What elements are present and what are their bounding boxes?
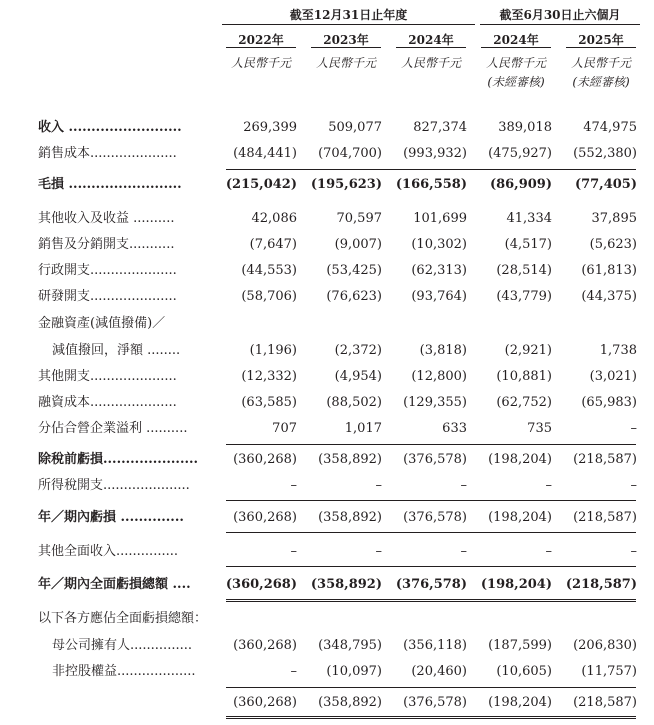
cell: (1,196) — [249, 343, 297, 358]
cell: 41,334 — [506, 211, 552, 226]
col-3-note: (未經審核) — [487, 75, 545, 89]
cell: – — [290, 664, 297, 679]
cell: (10,605) — [496, 664, 552, 679]
cell: (10,097) — [326, 664, 382, 679]
cell: (77,405) — [574, 177, 637, 192]
double-rule — [226, 716, 636, 719]
col-2-year: 2024年 — [408, 33, 454, 47]
row-label: 其他收入及收益 .......... — [38, 211, 175, 226]
cell: – — [290, 544, 297, 559]
cell: (3,021) — [589, 369, 637, 384]
cell: 633 — [442, 421, 467, 436]
cell: 389,018 — [498, 120, 552, 135]
row-label: 其他開支..................... — [38, 369, 177, 384]
cell: – — [290, 478, 297, 493]
cell: (20,460) — [411, 664, 467, 679]
cell: (44,375) — [581, 289, 637, 304]
row-gross-loss — [0, 174, 654, 196]
cell: – — [460, 544, 467, 559]
annual-group-rule — [222, 24, 475, 25]
cell: 707 — [272, 421, 297, 436]
cell: (10,881) — [496, 369, 552, 384]
cell: (58,706) — [241, 289, 297, 304]
row-label: 減值撥回，淨額 ........ — [52, 343, 181, 358]
cell: (4,954) — [334, 369, 382, 384]
col-3-rule — [481, 47, 551, 48]
cell: (10,302) — [411, 237, 467, 252]
cell: (65,983) — [581, 395, 637, 410]
cell: (3,818) — [419, 343, 467, 358]
row-income-tax — [0, 475, 654, 497]
rule — [226, 444, 636, 445]
cell: (12,332) — [241, 369, 297, 384]
cell: – — [460, 478, 467, 493]
cell: (63,585) — [241, 395, 297, 410]
row-non-controlling — [0, 661, 654, 683]
cell: (4,517) — [504, 237, 552, 252]
cell: (552,380) — [573, 146, 637, 161]
cell: (358,892) — [318, 452, 382, 467]
col-4-note: (未經審核) — [572, 75, 630, 89]
cell: (43,779) — [496, 289, 552, 304]
cell: (195,623) — [310, 177, 382, 192]
row-label: 除稅前虧損..................... — [38, 452, 199, 467]
col-0-rule — [226, 47, 296, 48]
row-label: 毛損 ......................... — [38, 177, 182, 192]
col-1-year: 2023年 — [323, 33, 369, 47]
col-4-unit: 人民幣千元 — [570, 56, 631, 70]
cell: – — [375, 544, 382, 559]
cell: (218,587) — [573, 695, 637, 710]
cell: (360,268) — [233, 510, 297, 525]
cell: (2,372) — [334, 343, 382, 358]
cell: (360,268) — [233, 695, 297, 710]
cell: (5,623) — [589, 237, 637, 252]
col-3-year: 2024年 — [493, 33, 539, 47]
row-selling-expenses — [0, 234, 654, 256]
cell: (218,587) — [573, 510, 637, 525]
cell: – — [630, 544, 637, 559]
row-label: 金融資產(減值撥備)／ — [38, 316, 166, 331]
row-cost-of-sales — [0, 143, 654, 165]
cell: (218,587) — [573, 452, 637, 467]
row-attributable-heading — [0, 608, 654, 630]
rule — [226, 687, 636, 688]
cell: (376,578) — [403, 695, 467, 710]
cell: (348,795) — [318, 638, 382, 653]
cell: (12,800) — [411, 369, 467, 384]
cell: 735 — [527, 421, 552, 436]
row-impairment — [0, 340, 654, 362]
cell: (198,204) — [488, 510, 552, 525]
row-share-of-jv — [0, 418, 654, 440]
cell: (215,042) — [225, 177, 297, 192]
cell: (358,892) — [310, 577, 382, 592]
row-label: 年／期內虧損 .............. — [38, 510, 184, 525]
cell: (166,558) — [395, 177, 467, 192]
rule — [226, 500, 636, 501]
cell: – — [630, 478, 637, 493]
col-0-year: 2022年 — [238, 33, 284, 47]
row-label: 母公司擁有人............... — [52, 638, 192, 653]
cell: 1,738 — [599, 343, 637, 358]
cell: (218,587) — [565, 577, 637, 592]
cell: 509,077 — [328, 120, 382, 135]
cell: (704,700) — [318, 146, 382, 161]
cell: (360,268) — [225, 577, 297, 592]
cell: (198,204) — [488, 452, 552, 467]
col-2-unit: 人民幣千元 — [400, 56, 461, 70]
col-1-rule — [311, 47, 381, 48]
cell: (86,909) — [489, 177, 552, 192]
interim-group-header: 截至6月30日止六個月 — [499, 8, 621, 22]
row-total-comprehensive-loss — [0, 574, 654, 596]
row-other-comprehensive-income — [0, 541, 654, 563]
cell: (7,647) — [249, 237, 297, 252]
row-attributable-total — [0, 692, 654, 714]
cell: (129,355) — [403, 395, 467, 410]
cell: (44,553) — [241, 263, 297, 278]
col-3-unit: 人民幣千元 — [485, 56, 546, 70]
cell: (187,599) — [488, 638, 552, 653]
cell: (76,623) — [326, 289, 382, 304]
cell: (28,514) — [496, 263, 552, 278]
col-2-rule — [396, 47, 466, 48]
row-finance-costs — [0, 392, 654, 414]
cell: (360,268) — [233, 452, 297, 467]
annual-group-header: 截至12月31日止年度 — [289, 8, 408, 22]
row-other-income — [0, 208, 654, 230]
cell: (360,268) — [233, 638, 297, 653]
cell: (376,578) — [403, 452, 467, 467]
cell: (358,892) — [318, 510, 382, 525]
row-label: 融資成本..................... — [38, 395, 177, 410]
cell: (475,927) — [488, 146, 552, 161]
cell: 474,975 — [583, 120, 637, 135]
row-label: 年／期內全面虧損總額 .... — [38, 577, 191, 592]
cell: 37,895 — [591, 211, 637, 226]
cell: (356,118) — [403, 638, 467, 653]
row-revenue — [0, 117, 654, 139]
row-owners-of-parent — [0, 635, 654, 657]
row-label: 分佔合營企業溢利 .......... — [38, 421, 188, 436]
cell: (62,313) — [411, 263, 467, 278]
cell: (206,830) — [573, 638, 637, 653]
col-0-unit: 人民幣千元 — [230, 56, 291, 70]
cell: (376,578) — [403, 510, 467, 525]
row-label: 非控股權益................... — [52, 664, 196, 679]
cell: 101,699 — [413, 211, 467, 226]
cell: (11,757) — [581, 664, 637, 679]
cell: (53,425) — [326, 263, 382, 278]
cell: (9,007) — [334, 237, 382, 252]
row-label: 收入 ......................... — [38, 120, 182, 135]
cell: (993,932) — [403, 146, 467, 161]
rule — [226, 169, 636, 170]
col-1-unit: 人民幣千元 — [315, 56, 376, 70]
row-admin-expenses — [0, 260, 654, 282]
cell: (198,204) — [488, 695, 552, 710]
row-label: 行政開支..................... — [38, 263, 177, 278]
row-label: 以下各方應佔全面虧損總額： — [38, 611, 208, 626]
col-4-rule — [566, 47, 636, 48]
cell: 70,597 — [336, 211, 382, 226]
col-4-year: 2025年 — [578, 33, 624, 47]
cell: 1,017 — [344, 421, 382, 436]
interim-group-rule — [480, 24, 640, 25]
cell: (198,204) — [480, 577, 552, 592]
row-label: 銷售及分銷開支........... — [38, 237, 175, 252]
row-label: 研發開支..................... — [38, 289, 177, 304]
row-loss-before-tax — [0, 449, 654, 471]
cell: – — [545, 544, 552, 559]
cell: (61,813) — [581, 263, 637, 278]
cell: (93,764) — [411, 289, 467, 304]
row-rnd-expenses — [0, 286, 654, 308]
cell: (358,892) — [318, 695, 382, 710]
cell: (2,921) — [504, 343, 552, 358]
cell: – — [545, 478, 552, 493]
cell: 269,399 — [243, 120, 297, 135]
double-rule — [226, 599, 636, 602]
row-label: 銷售成本..................... — [38, 146, 177, 161]
cell: – — [375, 478, 382, 493]
cell: (376,578) — [395, 577, 467, 592]
cell: (88,502) — [326, 395, 382, 410]
row-label: 其他全面收入............... — [38, 544, 178, 559]
rule — [226, 532, 636, 533]
cell: – — [630, 421, 637, 436]
rule — [226, 566, 636, 567]
row-impairment-heading — [0, 313, 654, 335]
cell: 827,374 — [413, 120, 467, 135]
cell: (62,752) — [496, 395, 552, 410]
row-loss-for-period — [0, 507, 654, 529]
row-label: 所得稅開支..................... — [38, 478, 190, 493]
row-other-expenses — [0, 366, 654, 388]
cell: (484,441) — [233, 146, 297, 161]
cell: 42,086 — [251, 211, 297, 226]
